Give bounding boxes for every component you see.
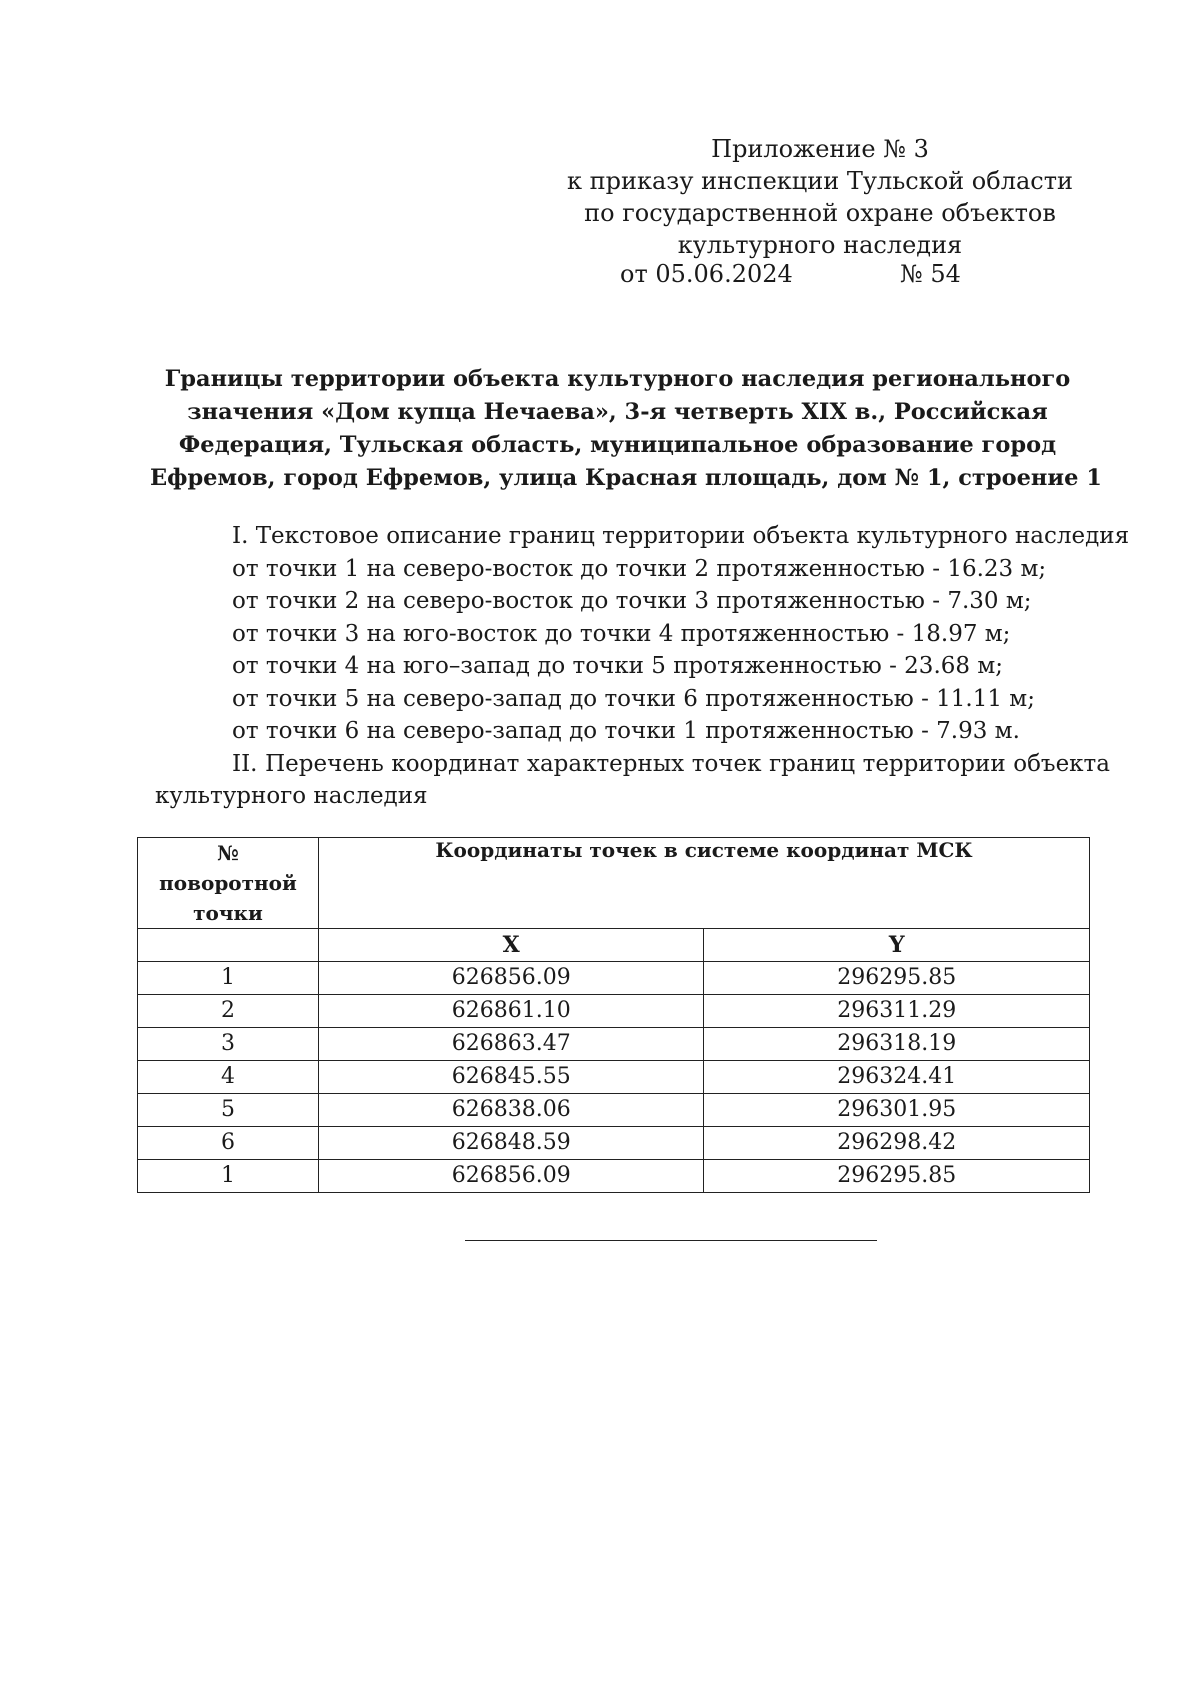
y-value: 296301.95 [704, 1094, 1090, 1127]
boundary-segment: от точки 1 на северо-восток до точки 2 протяженностью - 16.23 м; [232, 555, 1047, 582]
y-header: Y [704, 929, 1090, 962]
order-authority: по государственной охране объектов [584, 199, 1056, 227]
x-value: 626838.06 [318, 1094, 704, 1127]
appendix-header [560, 133, 1080, 261]
coordinates-header: Координаты точек в системе координат МСК [318, 838, 1089, 929]
boundary-segment: от точки 5 на северо-запад до точки 6 протяженностью - 11.11 м; [232, 685, 1035, 712]
boundary-segment: от точки 2 на северо-восток до точки 3 протяженностью - 7.30 м; [232, 588, 1032, 614]
point-number: 4 [138, 1061, 319, 1094]
order-reference: к приказу инспекции Тульской области [567, 167, 1073, 195]
title-line: Ефремов, город Ефремов, улица Красная площадь, дом № 1, строение 1 [150, 465, 1102, 491]
table-row [138, 1028, 1090, 1061]
empty-header-cell [138, 929, 319, 962]
x-value: 626863.47 [318, 1028, 704, 1061]
boundary-segment: от точки 4 на юго–запад до точки 5 протяженностью - 23.68 м; [232, 653, 1003, 679]
boundary-segment: от точки 6 на северо-запад до точки 1 протяженностью - 7.93 м. [232, 718, 1020, 744]
y-value: 296318.19 [704, 1028, 1090, 1061]
section1-heading: I. Текстовое описание границ территории объекта культурного наследия [232, 523, 1130, 549]
table-row [138, 1160, 1090, 1193]
x-value: 626856.09 [318, 1160, 704, 1193]
point-number: 3 [138, 1028, 319, 1061]
x-value: 626861.10 [318, 995, 704, 1028]
x-value: 626848.59 [318, 1127, 704, 1160]
y-value: 296324.41 [704, 1061, 1090, 1094]
y-value: 296298.42 [704, 1127, 1090, 1160]
title-line: значения «Дом купца Нечаева», 3-я четверть XIX в., Российская [187, 399, 1048, 425]
boundary-segment: от точки 3 на юго-восток до точки 4 протяженностью - 18.97 м; [232, 620, 1011, 647]
x-value: 626856.09 [318, 962, 704, 995]
table-row [138, 1127, 1090, 1160]
point-number: 5 [138, 1094, 319, 1127]
point-number: 1 [138, 962, 319, 995]
point-number-header: № поворотной точки [138, 838, 319, 929]
y-value: 296311.29 [704, 995, 1090, 1028]
y-value: 296295.85 [704, 962, 1090, 995]
section2-heading: II. Перечень координат характерных точек границ территории объекта культурного наследия [155, 750, 1110, 809]
point-number: 6 [138, 1127, 319, 1160]
table-row [138, 1094, 1090, 1127]
y-value: 296295.85 [704, 1160, 1090, 1193]
x-value: 626845.55 [318, 1061, 704, 1094]
title-line: Федерация, Тульская область, муниципальное образование город [178, 432, 1057, 458]
point-number: 1 [138, 1160, 319, 1193]
closing-divider [465, 1240, 877, 1241]
order-number: № 54 [900, 260, 961, 288]
order-authority-cont: культурного наследия [677, 231, 963, 259]
table-row [138, 962, 1090, 995]
boundary-description [155, 520, 1130, 813]
x-header: X [318, 929, 704, 962]
appendix-label: Приложение № 3 [711, 135, 929, 163]
title-line: Границы территории объекта культурного наследия регионального [164, 366, 1071, 392]
table-row [138, 995, 1090, 1028]
coordinates-table [137, 837, 1090, 1193]
point-number: 2 [138, 995, 319, 1028]
table-row [138, 1061, 1090, 1094]
order-date: от 05.06.2024 [620, 260, 793, 288]
document-title [150, 363, 1102, 495]
